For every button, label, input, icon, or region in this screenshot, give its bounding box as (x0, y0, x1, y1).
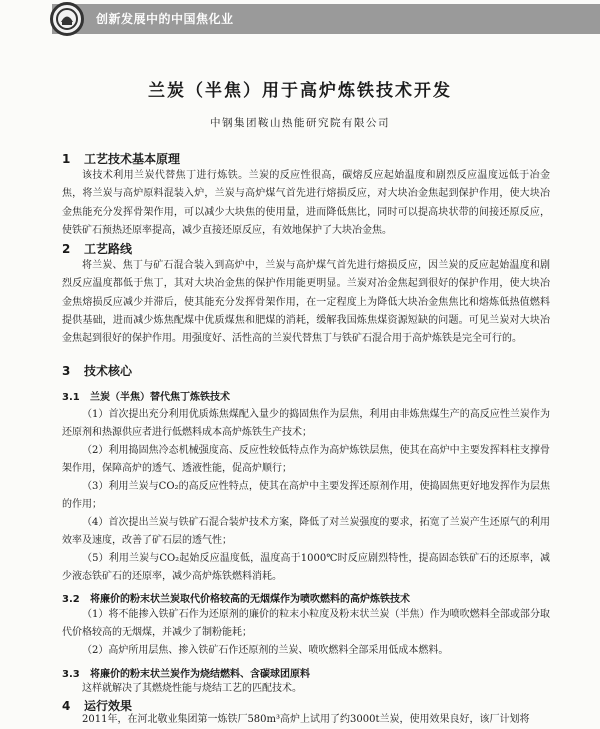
section-heading-3 (62, 362, 132, 379)
subsection-title: 兰炭（半焦）替代焦丁炼铁技术 (90, 392, 230, 403)
paragraph-results: 2011年，在河北敬业集团第一炼铁厂580m³高炉上试用了约3000t兰炭，使用效果良好，该厂计划将 (82, 714, 530, 725)
section-title: 运行效果 (84, 699, 133, 713)
section-number: 3 (62, 364, 71, 378)
subsection-heading-3-1 (62, 388, 230, 403)
section-title: 技术核心 (84, 364, 133, 378)
section-title: 工艺路线 (84, 242, 133, 256)
section-heading-1 (62, 150, 180, 167)
paragraph-3-1-item-5: （5）利用兰炭与CO₂起始反应温度低，温度高于1000℃时反应剧烈特性，提高固态铁矿石的还原率，减少液态铁矿石的还原率，减少高炉炼铁燃料消耗。 (62, 553, 550, 583)
paragraph-principle: 该技术利用兰炭代替焦丁进行炼铁。兰炭的反应性很高，碳熔反应起始温度和剧烈反应温度远低于冶金焦，将兰炭与高炉原料混装入炉，兰炭与高炉煤气首先进行熔损反应，对大块冶金焦起到保护作用，使大块冶金焦能充分发挥骨架作用，可以减少大块焦的使用量，进而降低焦比，同时可以提高块状带的间接还原反应，使铁矿石预热还原率提高，减少直接还原反应，有效地保护了大块冶金焦。 (62, 170, 550, 236)
header-title: 创新发展中的中国焦化业 (96, 12, 234, 26)
subsection-heading-3-3 (62, 665, 310, 680)
subsection-number: 3.3 (62, 669, 80, 680)
section-number: 2 (62, 242, 71, 256)
subsection-number: 3.2 (62, 594, 80, 605)
subsection-title: 将廉价的粉末状兰炭取代价格较高的无烟煤作为喷吹燃料的高炉炼铁技术 (90, 594, 410, 605)
article-affiliation: 中钢集团鞍山热能研究院有限公司 (210, 117, 390, 129)
article-title: 兰炭（半焦）用于高炉炼铁技术开发 (148, 81, 452, 101)
paragraph-3-2-item-1: （1）将不能掺入铁矿石作为还原剂的廉价的粒末小粒度及粉末状兰炭（半焦）作为喷吹燃料全部或部分取代价格较高的无烟煤，并减少了制粉能耗； (62, 609, 550, 639)
paragraph-route: 将兰炭、焦丁与矿石混合装入到高炉中，兰炭与高炉煤气首先进行熔损反应，因兰炭的反应起始温度和剧烈反应温度都低于焦丁，其对大块冶金焦的保护作用能更明显。兰炭对冶金焦起到很好的保护作用，使大块冶金焦熔损反应减少并滞后，使其能充分发挥骨架作用，在一定程度上为降低大块冶金焦焦比和熔炼低热值燃料提供基础，进而减少炼焦配煤中优质煤焦和肥煤的消耗，缓解我国炼焦煤资源短缺的问题。可见兰炭对大块冶金焦起到很好的保护作用。用强度好、活性高的兰炭代替焦丁与铁矿石混合用于高炉炼铁是完全可行的。 (62, 260, 550, 345)
section-number: 4 (62, 699, 71, 713)
running-header (0, 0, 600, 40)
subsection-number: 3.1 (62, 392, 80, 403)
subsection-heading-3-2 (62, 590, 410, 605)
subsection-title: 将廉价的粉末状兰炭作为烧结燃料、含碳球团原料 (90, 669, 310, 680)
paragraph-3-1-item-4: （4）首次提出兰炭与铁矿石混合装炉技术方案，降低了对兰炭强度的要求，拓宽了兰炭产生还原气的利用效率及速度，改善了矿石层的透气性； (62, 517, 550, 547)
coke-oven-emblem-icon (50, 2, 84, 36)
paragraph-3-1-item-1: （1）首次提出充分利用优质炼焦煤配入量少的捣固焦作为层焦，利用由非炼焦煤生产的高反应性兰炭作为还原剂和热源供应者进行低燃料成本高炉炼铁生产技术； (62, 409, 550, 439)
paragraph-3-1-item-3: （3）利用兰炭与CO₂的高反应性特点，使其在高炉中主要发挥还原剂作用，使捣固焦更好地发挥作为层焦的作用； (62, 481, 550, 511)
paragraph-3-3: 这样就解决了其燃烧性能与烧结工艺的匹配技术。 (82, 683, 302, 694)
section-heading-2 (62, 240, 132, 257)
section-number: 1 (62, 152, 71, 166)
section-title: 工艺技术基本原理 (84, 152, 181, 166)
paragraph-3-1-item-2: （2）利用捣固焦冷态机械强度高、反应性较低特点作为高炉炼铁层焦，使其在高炉中主要发挥料柱支撑骨架作用，保障高炉的透气、透液性能，促高炉顺行； (62, 445, 550, 475)
paragraph-3-2-item-2: （2）高炉所用层焦、掺入铁矿石作还原剂的兰炭、喷吹燃料全部采用低成本燃料。 (82, 645, 449, 656)
